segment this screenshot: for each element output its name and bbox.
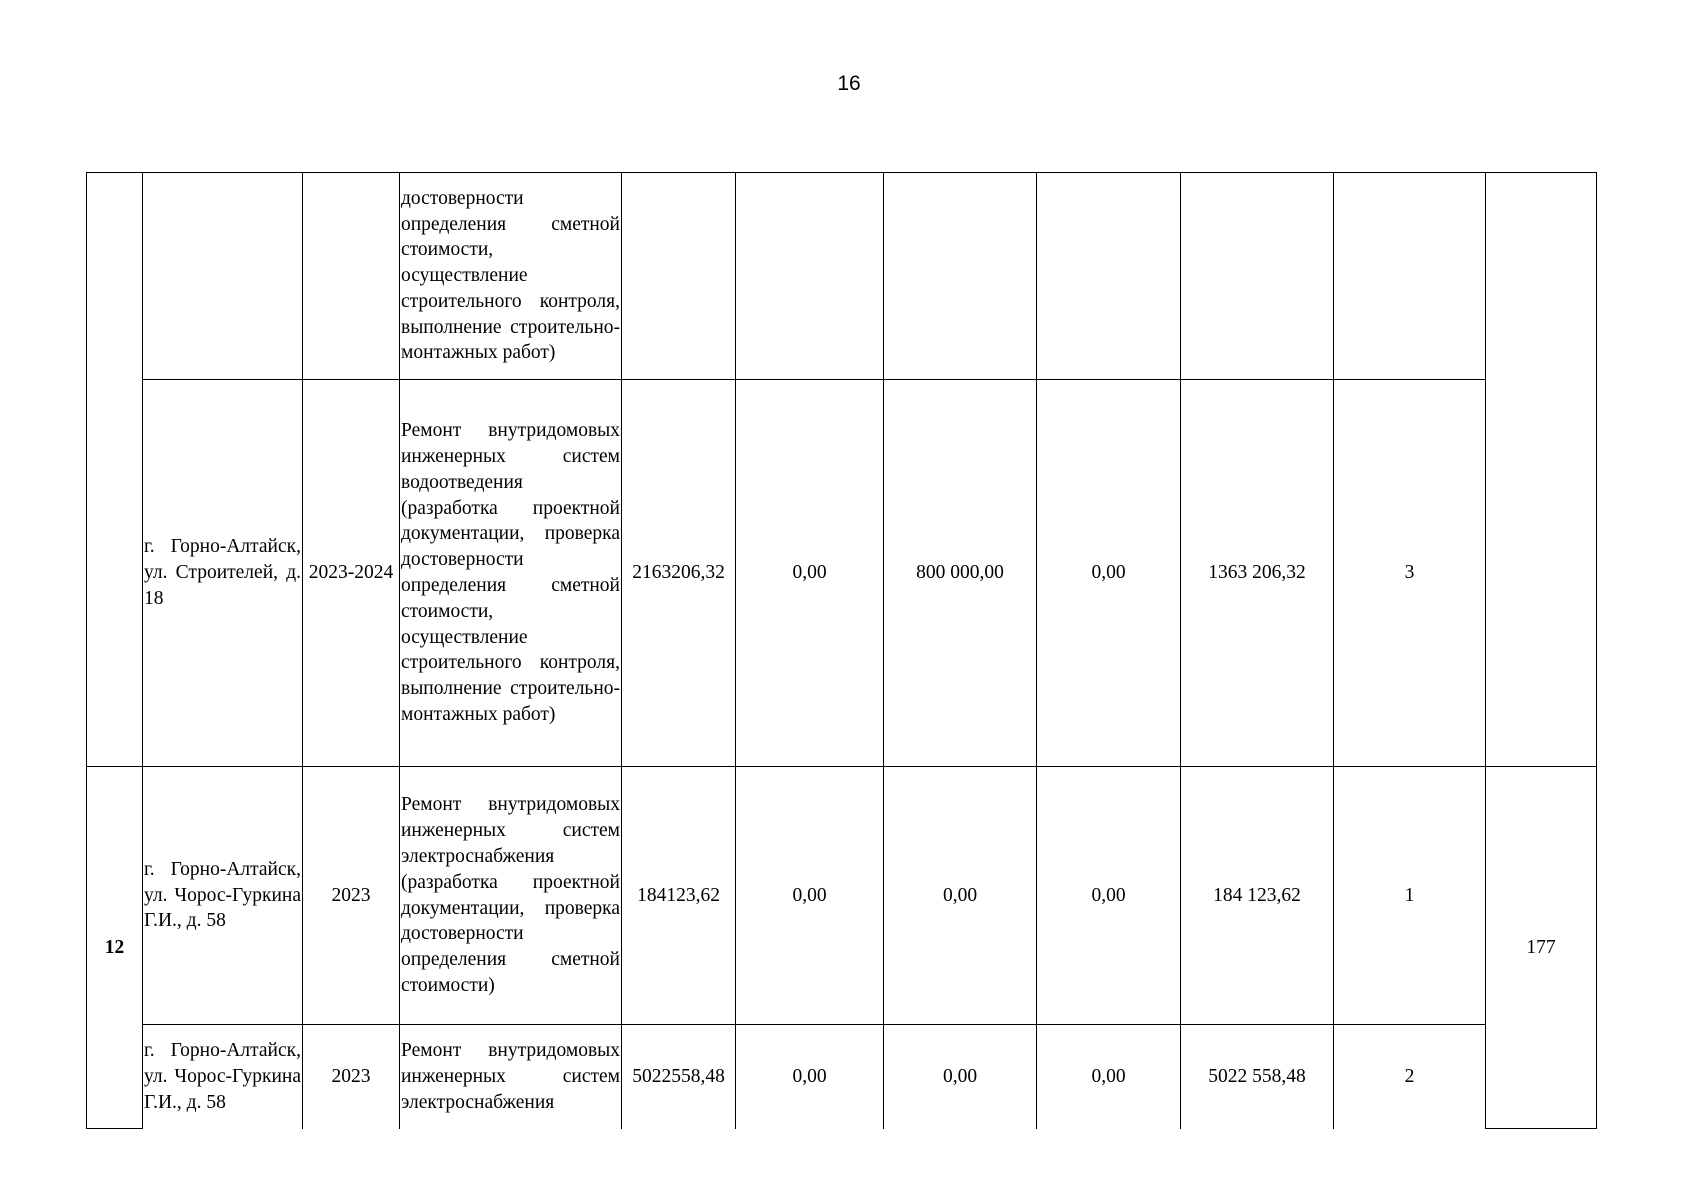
total-cost-cell: 2163206,32 <box>622 380 736 767</box>
total-cost-cell <box>622 173 736 380</box>
group-value-cell: 177 <box>1486 767 1597 1129</box>
address-cell: г. Горно-Алтайск, ул. Чорос-Гуркина Г.И., д. 58 <box>143 1025 303 1129</box>
table-row <box>87 1025 1597 1129</box>
order-cell: 2 <box>1334 1025 1486 1129</box>
fund-1-cell: 0,00 <box>736 767 884 1025</box>
period-cell: 2023 <box>303 767 400 1025</box>
order-cell <box>1334 173 1486 380</box>
work-cell: Ремонт внутридомовых инженерных систем электроснабжения (разработка проектной документации, проверка достоверности определения сметной стоимости) <box>400 767 622 1025</box>
fund-1-cell <box>736 173 884 380</box>
work-cell: достоверности определения сметной стоимости, осуществление строительного контроля, выполнение строительно-монтажных работ) <box>400 173 622 380</box>
fund-2-cell: 800 000,00 <box>884 380 1037 767</box>
fund-1-cell: 0,00 <box>736 380 884 767</box>
table-row <box>87 767 1597 1025</box>
row-number-cell <box>87 173 143 767</box>
fund-2-cell: 0,00 <box>884 767 1037 1025</box>
fund-3-cell: 0,00 <box>1037 1025 1181 1129</box>
address-cell <box>143 173 303 380</box>
fund-4-cell: 5022 558,48 <box>1181 1025 1334 1129</box>
order-cell: 1 <box>1334 767 1486 1025</box>
row-number-cell: 12 <box>87 767 143 1129</box>
work-cell: Ремонт внутридомовых инженерных систем электроснабжения <box>400 1025 622 1129</box>
work-cell: Ремонт внутридомовых инженерных систем водоотведения (разработка проектной документации, проверка достоверности определения сметной стоимости, осуществление строительного контроля, выполнение строительно-монтажных работ) <box>400 380 622 767</box>
fund-3-cell <box>1037 173 1181 380</box>
fund-4-cell <box>1181 173 1334 380</box>
period-cell: 2023 <box>303 1025 400 1129</box>
table-row <box>87 380 1597 767</box>
fund-4-cell: 1363 206,32 <box>1181 380 1334 767</box>
address-cell: г. Горно-Алтайск, ул. Строителей, д. 18 <box>143 380 303 767</box>
fund-2-cell: 0,00 <box>884 1025 1037 1129</box>
group-value-cell <box>1486 173 1597 767</box>
fund-1-cell: 0,00 <box>736 1025 884 1129</box>
program-table <box>86 172 1597 1129</box>
page-number: 16 <box>837 72 861 95</box>
fund-4-cell: 184 123,62 <box>1181 767 1334 1025</box>
address-cell: г. Горно-Алтайск, ул. Чорос-Гуркина Г.И., д. 58 <box>143 767 303 1025</box>
order-cell: 3 <box>1334 380 1486 767</box>
total-cost-cell: 184123,62 <box>622 767 736 1025</box>
total-cost-cell: 5022558,48 <box>622 1025 736 1129</box>
fund-3-cell: 0,00 <box>1037 767 1181 1025</box>
fund-3-cell: 0,00 <box>1037 380 1181 767</box>
fund-2-cell <box>884 173 1037 380</box>
table-row <box>87 173 1597 380</box>
period-cell: 2023-2024 <box>303 380 400 767</box>
period-cell <box>303 173 400 380</box>
